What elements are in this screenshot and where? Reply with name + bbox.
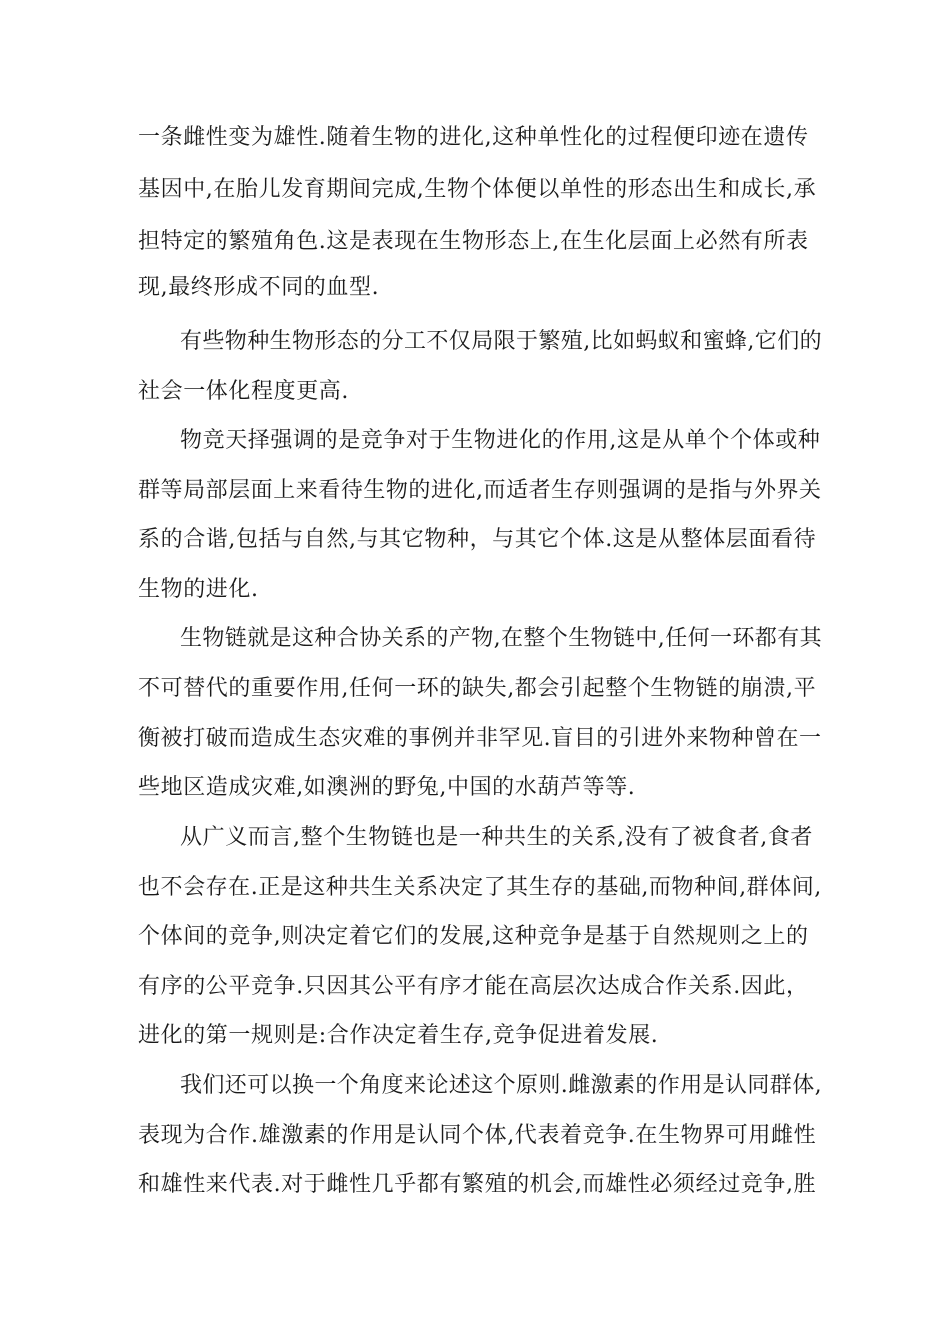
paragraph-1-line-2: 基因中,在胎儿发育期间完成,生物个体便以单性的形态出生和成长,承: [138, 177, 817, 202]
paragraph-4-line-1: 生物链就是这种合协关系的产物,在整个生物链中,任何一环都有其: [180, 626, 822, 651]
paragraph-1-line-3: 担特定的繁殖角色.这是表现在生物形态上,在生化层面上必然有所表: [138, 229, 809, 254]
paragraph-3-line-1: 物竞天择强调的是竞争对于生物进化的作用,这是从单个个体或种: [180, 428, 821, 453]
paragraph-6-line-1: 我们还可以换一个角度来论述这个原则.雌激素的作用是认同群体,: [180, 1073, 822, 1098]
paragraph-4-line-2: 不可替代的重要作用,任何一环的缺失,都会引起整个生物链的崩溃,平: [138, 676, 817, 701]
paragraph-6-line-2: 表现为合作.雄激素的作用是认同个体,代表着竞争.在生物界可用雌性: [138, 1123, 817, 1148]
paragraph-1-line-1: 一条雌性变为雄性.随着生物的进化,这种单性化的过程便印迹在遗传: [138, 125, 809, 150]
paragraph-5-line-2: 也不会存在.正是这种共生关系决定了其生存的基础,而物种间,群体间,: [138, 875, 822, 900]
paragraph-3-line-2: 群等局部层面上来看待生物的进化,而适者生存则强调的是指与外界关: [138, 478, 822, 503]
paragraph-2-line-2: 社会一体化程度更高.: [138, 379, 349, 404]
paragraph-5-line-4: 有序的公平竞争.只因其公平有序才能在高层次达成合作关系.因此，: [138, 974, 809, 999]
paragraph-3-line-3: 系的合谐,包括与自然,与其它物种，与其它个体.这是从整体层面看待: [138, 527, 817, 552]
paragraph-6-line-3: 和雄性来代表.对于雌性几乎都有繁殖的机会,而雄性必须经过竞争,胜: [138, 1172, 817, 1197]
paragraph-2-line-1: 有些物种生物形态的分工不仅局限于繁殖,比如蚂蚁和蜜蜂,它们的: [180, 329, 822, 354]
paragraph-5-line-5: 进化的第一规则是:合作决定着生存,竞争促进着发展.: [138, 1023, 659, 1048]
paragraph-3-line-4: 生物的进化.: [138, 577, 259, 602]
paragraph-5-line-1: 从广义而言,整个生物链也是一种共生的关系,没有了被食者,食者: [180, 825, 813, 850]
paragraph-5-line-3: 个体间的竞争,则决定着它们的发展,这种竞争是基于自然规则之上的: [138, 924, 809, 949]
paragraph-4-line-4: 些地区造成灾难,如澳洲的野兔,中国的水葫芦等等.: [138, 775, 636, 800]
paragraph-1-line-4: 现,最终形成不同的血型.: [138, 275, 380, 300]
paragraph-4-line-3: 衡被打破而造成生态灾难的事例并非罕见.盲目的引进外来物种曾在一: [138, 726, 822, 751]
